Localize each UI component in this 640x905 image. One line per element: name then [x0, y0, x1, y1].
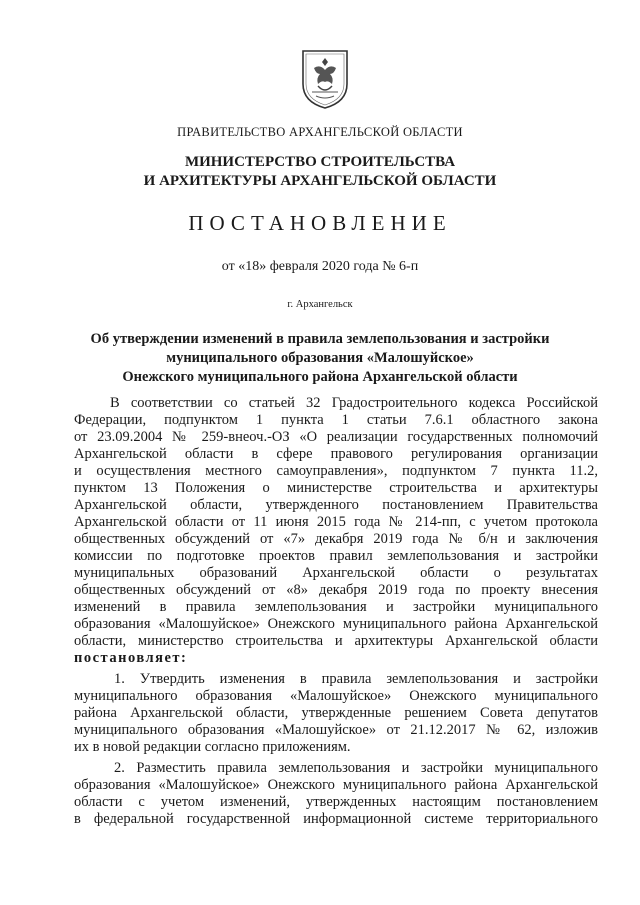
body-line: области с учетом изменений, утвержденных настоящим постановлением [74, 794, 598, 810]
document-body [74, 395, 598, 828]
body-line: Архангельской области, утвержденного постановлением Правительства [74, 497, 598, 513]
decree-word: постановляет: [74, 650, 188, 666]
subject-line-3: Онежского муниципального района Архангельской области [122, 369, 518, 385]
body-line: области, министерство строительства и архитектуры Архангельской области [74, 633, 598, 649]
body-line: в федеральной государственной информационной системе территориального [74, 811, 598, 827]
body-line: Федерации, подпунктом 1 пункта 1 статьи 7.6.1 областного закона [74, 412, 598, 428]
body-line: района Архангельской области, утвержденные решением Совета депутатов [74, 705, 598, 721]
ministry-line-2: И АРХИТЕКТУРЫ АРХАНГЕЛЬСКОЙ ОБЛАСТИ [143, 173, 497, 189]
body-line: Архангельской области от 11 июня 2015 года № 214-пп, с учетом протокола [74, 514, 598, 530]
body-line: пунктом 13 Положения о министерстве строительства и архитектуры [74, 480, 598, 496]
paragraph-preamble [74, 395, 598, 667]
paragraph-item-2 [74, 760, 598, 828]
document-subject [0, 330, 640, 387]
document-date-number: от «18» февраля 2020 года № 6-п [221, 259, 419, 274]
body-line: от 23.09.2004 № 259-внеоч.-ОЗ «О реализации государственных полномочий [74, 429, 598, 445]
body-line: 2. Разместить правила землепользования и застройки муниципального [114, 760, 598, 776]
government-name: ПРАВИТЕЛЬСТВО АРХАНГЕЛЬСКОЙ ОБЛАСТИ [177, 125, 463, 139]
document-type: ПОСТАНОВЛЕНИЕ [188, 211, 452, 235]
body-line: общественных обсуждений от «7» декабря 2019 года № б/н и заключения [74, 531, 598, 547]
ministry-name [0, 153, 640, 191]
body-line: изменений в правила землепользования и застройки муниципального [74, 599, 598, 615]
body-line: образования «Малошуйское» Онежского муниципального района Архангельской [74, 777, 598, 793]
coat-of-arms-icon [300, 48, 350, 110]
body-line: их в новой редакции согласно приложениям. [74, 739, 351, 755]
document-city: г. Архангельск [287, 299, 353, 310]
ministry-line-1: МИНИСТЕРСТВО СТРОИТЕЛЬСТВА [184, 154, 456, 170]
body-line: муниципальных образований Архангельской области о результатах [74, 565, 598, 581]
body-line: общественных обсуждений от «8» декабря 2019 года по проекту внесения [74, 582, 598, 598]
body-line: муниципального образования «Малошуйское» от 21.12.2017 № 62, изложив [74, 722, 598, 738]
body-line: В соответствии со статьей 32 Градостроительного кодекса Российской [110, 395, 598, 411]
subject-line-1: Об утверждении изменений в правила землепользования и застройки [90, 331, 550, 347]
body-line: муниципального образования «Малошуйское» Онежского муниципального [74, 688, 598, 704]
paragraph-item-1 [74, 671, 598, 756]
body-line: 1. Утвердить изменения в правила землепользования и застройки [114, 671, 598, 687]
body-line: Архангельской области в сфере правового регулирования организации [74, 446, 598, 462]
body-line: комиссии по подготовке проектов правил землепользования и застройки [74, 548, 598, 564]
subject-line-2: муниципального образования «Малошуйское» [166, 350, 474, 366]
body-line: и осуществления местного самоуправления», подпунктом 7 пункта 11.2, [74, 463, 598, 479]
body-line: образования «Малошуйское» Онежского муниципального района Архангельской [74, 616, 598, 632]
